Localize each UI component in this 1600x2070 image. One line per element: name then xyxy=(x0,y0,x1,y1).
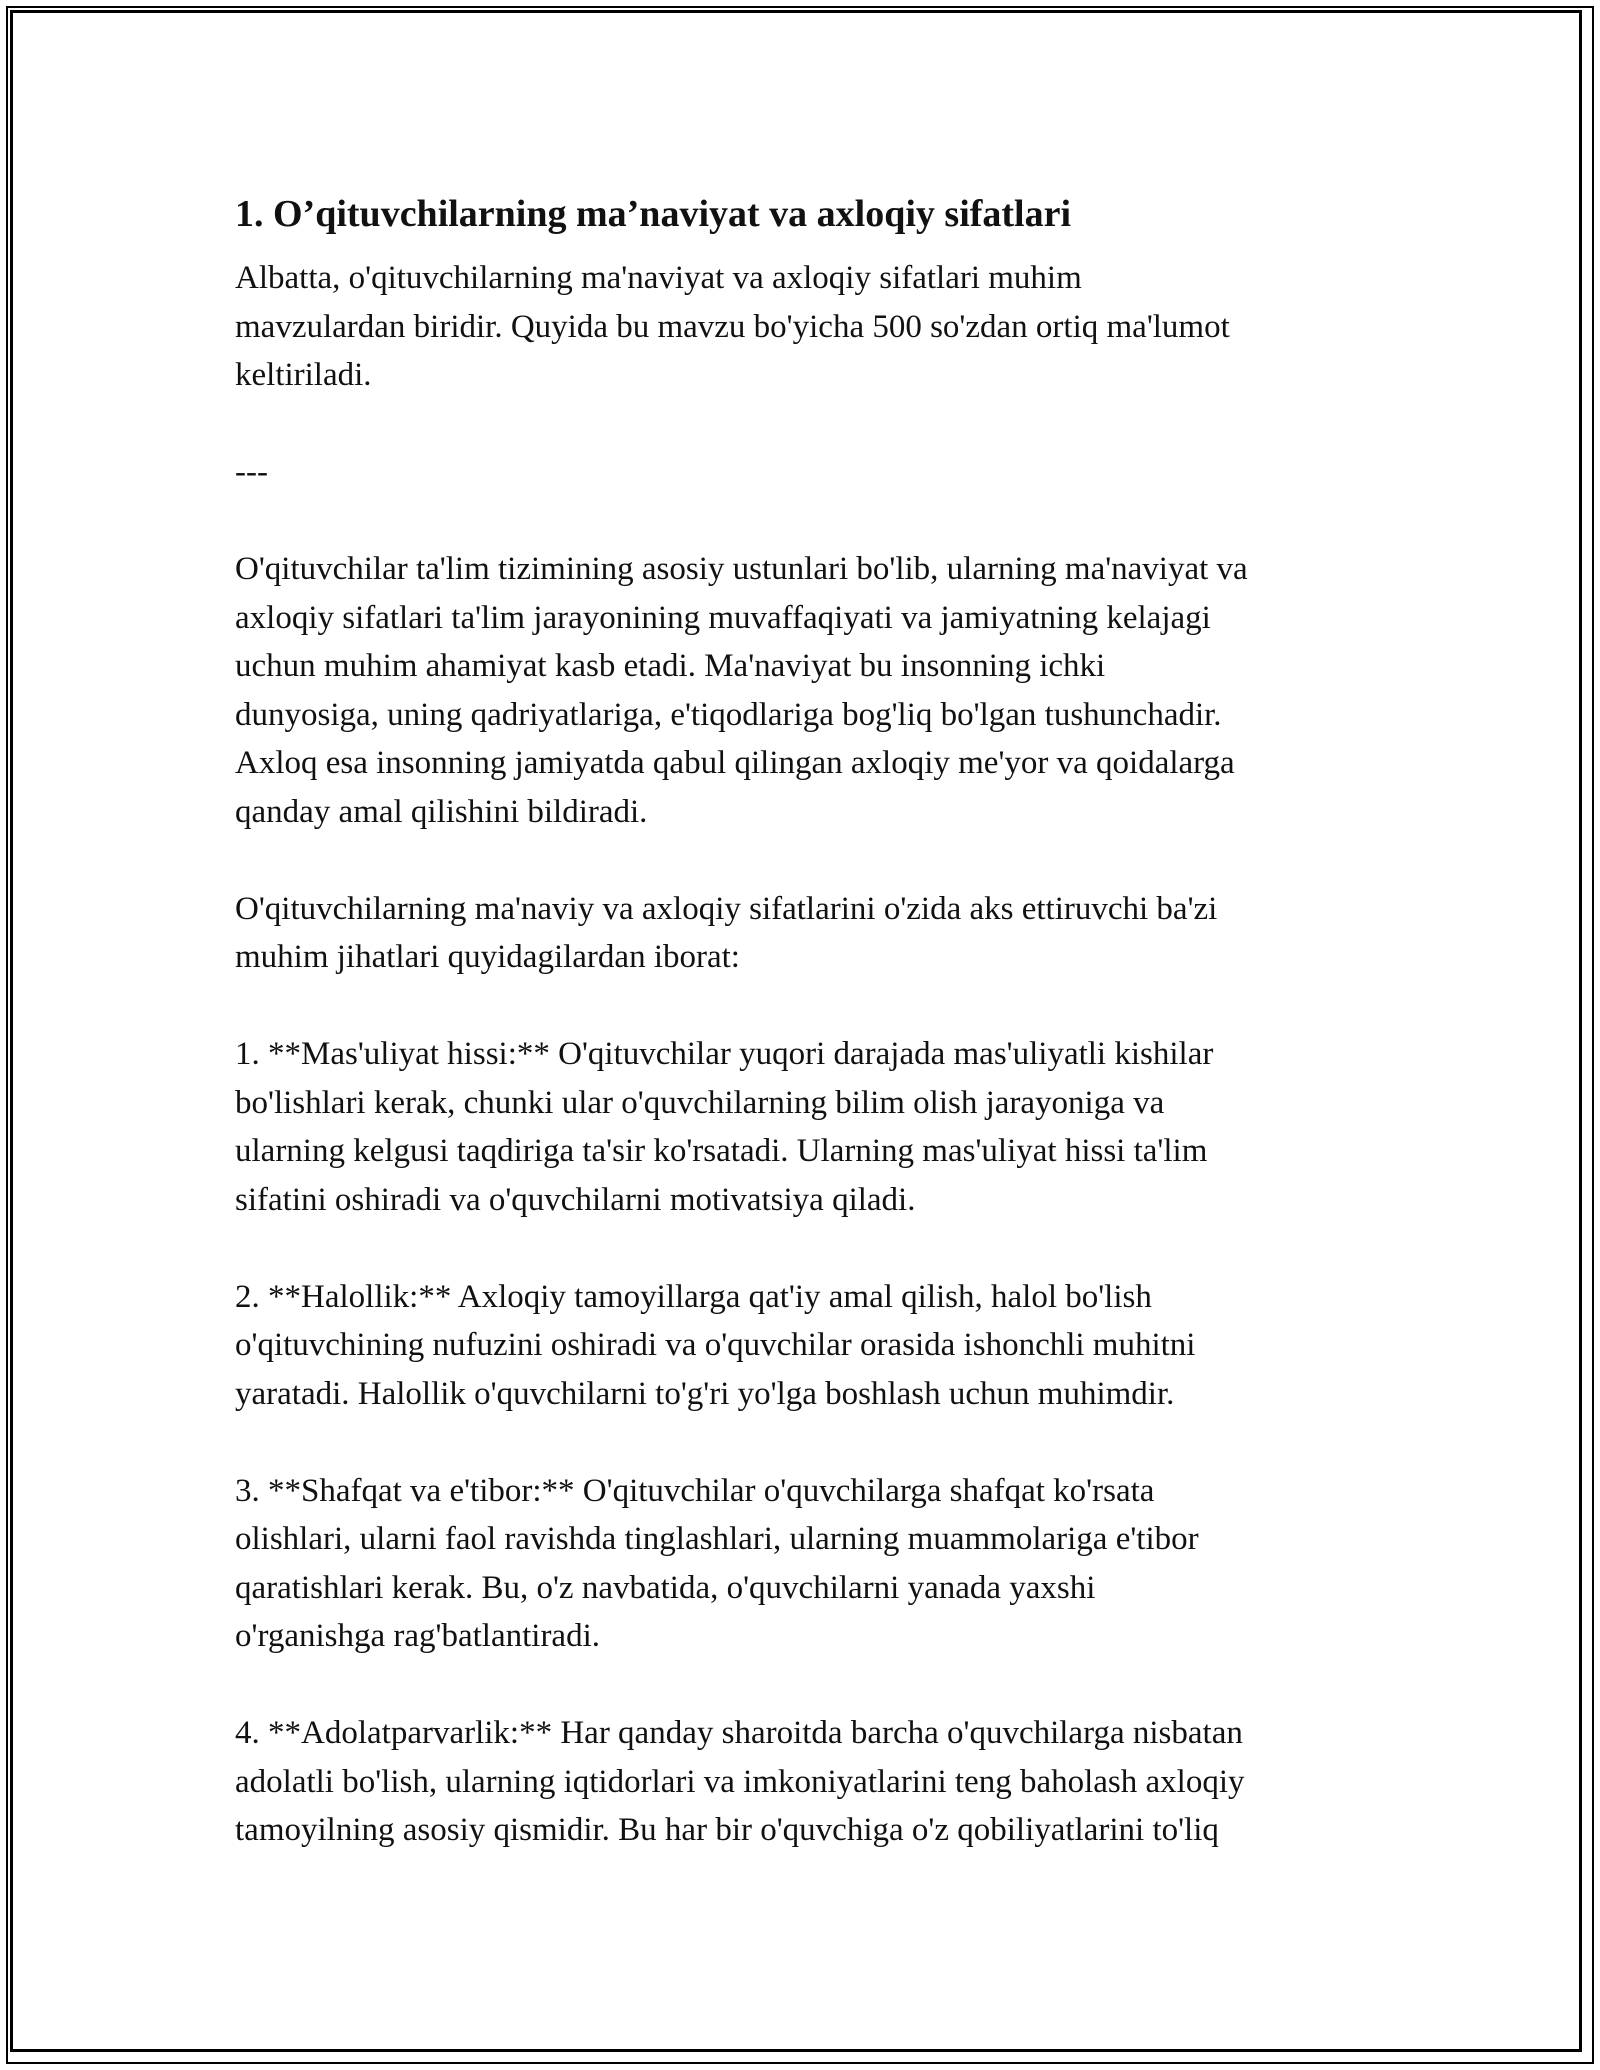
separator xyxy=(235,448,1385,497)
paragraph-gap xyxy=(235,836,1385,885)
text-line: keltiriladi. xyxy=(235,357,372,393)
text-line: o'rganishga rag'batlantiradi. xyxy=(235,1618,600,1654)
text-line: O'qituvchilar ta'lim tizimining asosiy ustunlari bo'lib, ularning ma'naviyat va xyxy=(235,551,1248,587)
list-item-honesty xyxy=(235,1273,1385,1419)
text-line: mavzulardan biridir. Quyida bu mavzu bo'yicha 500 so'zdan ortiq ma'lumot xyxy=(235,308,1230,345)
text-line: muhim jihatlari quyidagilardan iborat: xyxy=(235,939,740,975)
text-line: axloqiy sifatlari ta'lim jarayonining muvaffaqiyati va jamiyatning kelajagi xyxy=(235,599,1211,636)
document-heading: 1. O’qituvchilarning ma’naviyat va axloqiy sifatlari xyxy=(235,193,1072,235)
text-line: 3. **Shafqat va e'tibor:** O'qituvchilar o'quvchilarga shafqat ko'rsata xyxy=(235,1472,1155,1509)
paragraph-gap xyxy=(235,497,1385,546)
paragraph-list-intro xyxy=(235,885,1385,982)
text-line: adolatli bo'lish, ularning iqtidorlari va imkoniyatlarini teng baholash axloqiy xyxy=(235,1763,1245,1800)
text-line: olishlari, ularni faol ravishda tinglashlari, ularning muammolariga e'tibor xyxy=(235,1521,1199,1557)
text-line: dunyosiga, uning qadriyatlariga, e'tiqodlariga bog'liq bo'lgan tushunchadir. xyxy=(235,696,1222,733)
text-line: qanday amal qilishini bildiradi. xyxy=(235,793,648,830)
text-line: Axloq esa insonning jamiyatda qabul qilingan axloqiy me'yor va qoidalarga xyxy=(235,745,1235,781)
paragraph-gap xyxy=(235,982,1385,1031)
text-line: 2. **Halollik:** Axloqiy tamoyillarga qat'iy amal qilish, halol bo'lish xyxy=(235,1278,1152,1315)
paragraph-gap xyxy=(235,1224,1385,1273)
text-line: O'qituvchilarning ma'naviy va axloqiy sifatlarini o'zida aks ettiruvchi ba'zi xyxy=(235,890,1218,927)
paragraph-intro xyxy=(235,254,1385,400)
list-item-compassion xyxy=(235,1467,1385,1661)
text-line: bo'lishlari kerak, chunki ular o'quvchilarning bilim olish jarayoniga va xyxy=(235,1084,1165,1121)
paragraph-gap xyxy=(235,1418,1385,1467)
text-line: o'qituvchining nufuzini oshiradi va o'quvchilar orasida ishonchli muhitni xyxy=(235,1327,1196,1363)
text-line: Albatta, o'qituvchilarning ma'naviyat va axloqiy sifatlari muhim xyxy=(235,260,1082,296)
separator-text: --- xyxy=(235,454,268,490)
paragraph-definition xyxy=(235,545,1385,836)
text-line: 4. **Adolatparvarlik:** Har qanday sharoitda barcha o'quvchilarga nisbatan xyxy=(235,1715,1243,1751)
document-body xyxy=(235,186,1385,1855)
text-line: sifatini oshiradi va o'quvchilarni motivatsiya qiladi. xyxy=(235,1181,916,1218)
text-line: qaratishlari kerak. Bu, o'z navbatida, o'quvchilarni yanada yaxshi xyxy=(235,1569,1096,1606)
text-line: uchun muhim ahamiyat kasb etadi. Ma'naviyat bu insonning ichki xyxy=(235,648,1106,684)
paragraph-gap xyxy=(235,1661,1385,1710)
list-item-fairness xyxy=(235,1709,1385,1855)
text-line: 1. **Mas'uliyat hissi:** O'qituvchilar yuqori darajada mas'uliyatli kishilar xyxy=(235,1036,1214,1072)
text-line: yaratadi. Halollik o'quvchilarni to'g'ri yo'lga boshlash uchun muhimdir. xyxy=(235,1375,1175,1412)
paragraph-gap xyxy=(235,400,1385,449)
text-line: tamoyilning asosiy qismidir. Bu har bir o'quvchiga o'z qobiliyatlarini to'liq xyxy=(235,1812,1219,1848)
list-item-responsibility xyxy=(235,1030,1385,1224)
text-line: ularning kelgusi taqdiriga ta'sir ko'rsatadi. Ularning mas'uliyat hissi ta'lim xyxy=(235,1133,1208,1169)
